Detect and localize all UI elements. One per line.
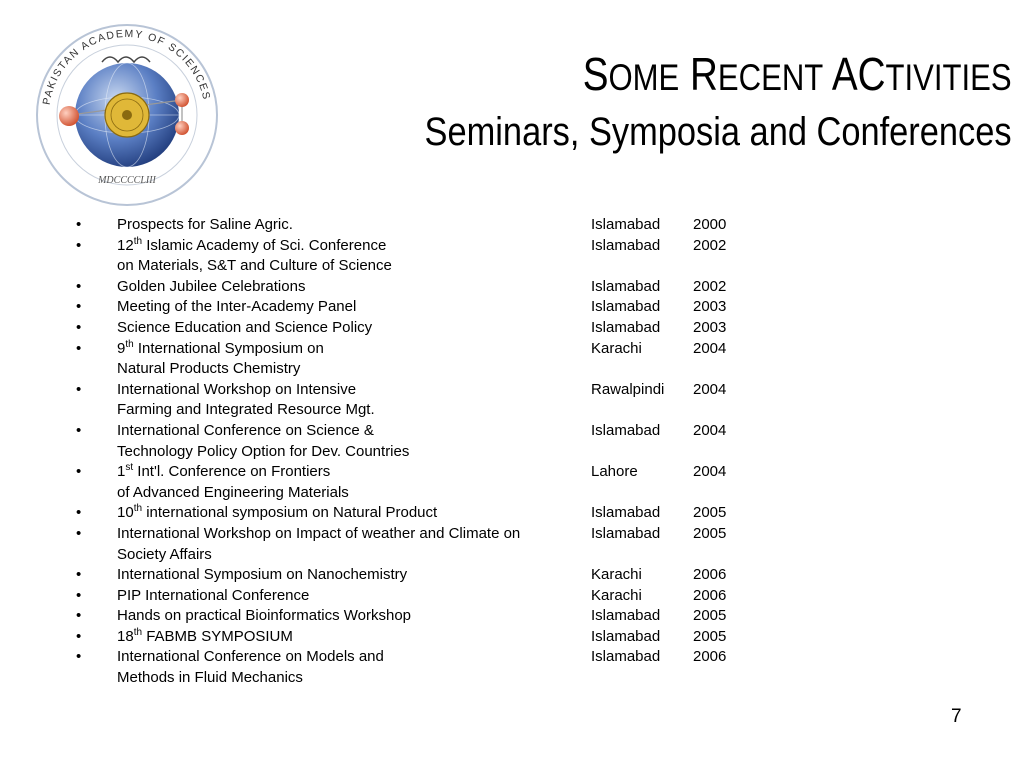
title-capital: S [583,48,609,100]
activity-row [0,277,760,298]
bullet: • [76,339,82,357]
activity-title: International Workshop on Impact of weather and Climate on [117,524,521,542]
activity-year: 2005 [693,504,727,522]
activity-row [0,524,760,545]
activity-row [0,400,760,421]
bullet: • [76,216,82,233]
bullet: • [76,607,82,625]
activity-location: Islamabad [591,524,661,542]
activity-year: 2004 [693,339,727,357]
activity-title: International Symposium on Nanochemistry [117,566,408,584]
logo-motto: MDCCCCLIII [98,175,156,186]
bullet: • [76,380,82,398]
activity-location: Islamabad [591,216,661,233]
title-small-caps: OME [608,57,680,98]
activity-title: on Materials, S&T and Culture of Science [117,257,392,275]
activity-title: International Conference on Models and [117,648,384,666]
bullet: • [76,524,82,542]
activity-year: 2005 [693,627,727,645]
bullet: • [76,504,82,522]
activity-title: Meeting of the Inter-Academy Panel [117,298,357,316]
activity-year: 2006 [693,566,727,584]
bullet: • [76,566,82,584]
activity-location: Islamabad [591,421,661,439]
bullet: • [76,277,82,295]
activity-row [0,462,760,483]
bullet: • [76,236,82,254]
logo-sphere-left [59,106,79,126]
bullet: • [76,586,82,604]
activity-title: 1st Int'l. Conference on Frontiers [117,462,331,481]
activity-location: Karachi [591,566,642,584]
activity-year: 2000 [693,216,727,233]
bullet: • [76,463,82,481]
ordinal-suffix: th [133,235,143,247]
activity-title: Methods in Fluid Mechanics [117,669,303,687]
logo-ring-text: PAKISTAN ACADEMY OF SCIENCES [40,27,213,106]
activity-row [0,627,760,648]
title-capital: R [690,48,719,100]
activity-row [0,442,760,463]
activity-title: Hands on practical Bioinformatics Workshop [117,607,412,625]
activity-year: 2003 [693,318,727,336]
activity-title: 10th international symposium on Natural Product [117,503,438,522]
activity-row [0,668,760,689]
activity-title: Farming and Integrated Resource Mgt. [117,401,375,419]
activity-row [0,318,760,339]
activity-location: Islamabad [591,236,661,254]
bullet: • [76,648,82,666]
activity-title: 9th International Symposium on [117,338,324,357]
activity-year: 2002 [693,236,727,254]
activity-row [0,647,760,668]
activity-row [0,421,760,442]
activity-title: 18th FABMB SYMPOSIUM [117,626,293,645]
academy-logo [32,20,222,210]
page-number: 7 [951,706,962,727]
bullet: • [76,627,82,645]
activity-row [0,297,760,318]
activity-year: 2002 [693,277,727,295]
title-small-caps: TIVITIES [885,57,1012,98]
ordinal-suffix: st [125,462,134,474]
title-small-caps: ECENT [718,57,824,98]
activity-row [0,256,760,277]
logo-sphere-right-bottom [175,121,189,135]
activity-year: 2006 [693,586,727,604]
activity-location: Lahore [591,463,638,481]
title-capital: AC [832,48,886,100]
ordinal-suffix: th [125,338,134,350]
activity-row [0,339,760,360]
activity-row [0,380,760,401]
activity-year: 2005 [693,524,727,542]
activity-row [0,359,760,380]
activity-year: 2005 [693,607,727,625]
activity-row [0,606,760,627]
activity-row [0,565,760,586]
activity-title: 12th Islamic Academy of Sci. Conference [117,235,387,254]
activities-list [0,215,760,689]
activity-location: Islamabad [591,318,661,336]
activity-title: Prospects for Saline Agric. [117,216,293,233]
logo-sphere-right-top [175,93,189,107]
activity-row [0,483,760,504]
activity-title: International Conference on Science & [117,421,374,439]
activity-title: Technology Policy Option for Dev. Countries [117,442,410,460]
activity-year: 2004 [693,380,727,398]
activity-title: of Advanced Engineering Materials [117,483,349,501]
activity-location: Islamabad [591,607,661,625]
activity-title: Natural Products Chemistry [117,360,301,378]
activity-location: Islamabad [591,648,661,666]
activity-title: Society Affairs [117,545,212,563]
activity-row [0,503,760,524]
activity-row [0,545,760,566]
activity-location: Karachi [591,586,642,604]
activity-location: Islamabad [591,627,661,645]
activity-title: Science Education and Science Policy [117,318,373,336]
activity-title: International Workshop on Intensive [117,380,357,398]
activity-year: 2006 [693,648,727,666]
bullet: • [76,318,82,336]
activity-title: Golden Jubilee Celebrations [117,277,306,295]
slide-title [583,46,1012,106]
activity-location: Islamabad [591,504,661,522]
slide-subtitle: Seminars, Symposia and Conferences [424,110,1012,154]
activity-location: Islamabad [591,298,661,316]
activity-row [0,586,760,607]
activity-year: 2003 [693,298,727,316]
activity-location: Islamabad [591,277,661,295]
activity-location: Karachi [591,339,642,357]
activity-row [0,215,760,236]
activity-year: 2004 [693,463,727,481]
activity-year: 2004 [693,421,727,439]
activity-title: PIP International Conference [117,586,310,604]
bullet: • [76,298,82,316]
activity-row [0,236,760,257]
ordinal-suffix: th [133,503,143,515]
bullet: • [76,421,82,439]
activity-location: Rawalpindi [591,380,665,398]
ordinal-suffix: th [133,626,143,638]
